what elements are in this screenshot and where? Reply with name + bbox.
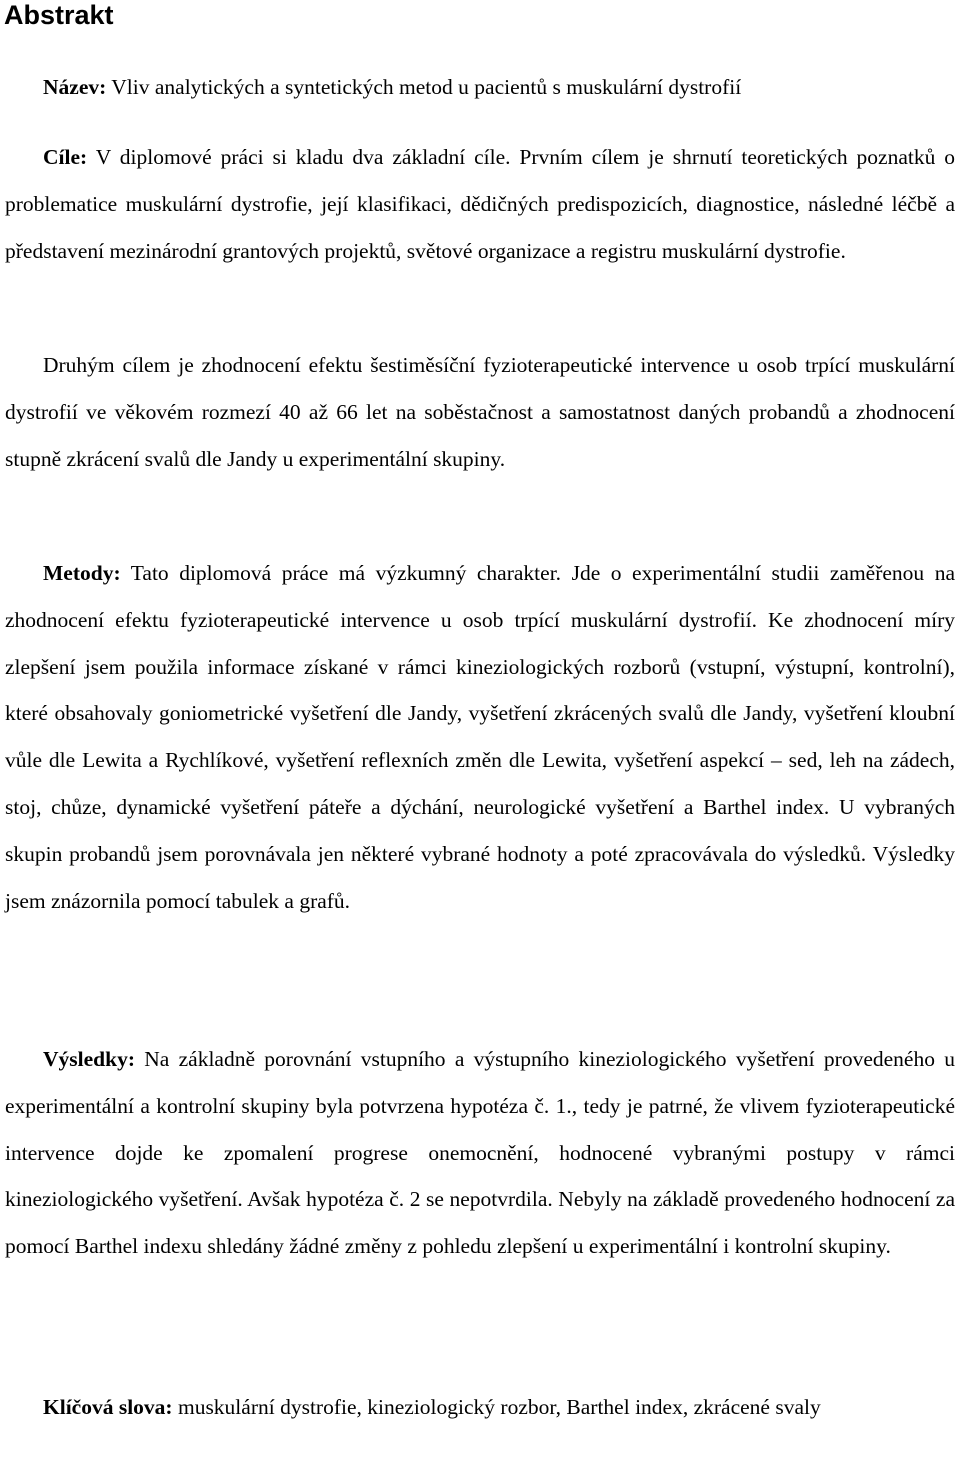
keywords-label: Klíčová slova: bbox=[43, 1395, 173, 1419]
aims-second-paragraph bbox=[5, 342, 955, 482]
title-label: Název: bbox=[43, 75, 107, 99]
keywords-paragraph bbox=[5, 1384, 955, 1431]
aims-paragraph bbox=[5, 134, 955, 274]
aims-label: Cíle: bbox=[43, 145, 88, 169]
methods-paragraph bbox=[5, 550, 955, 924]
keywords-text: muskulární dystrofie, kineziologický rozbor, Barthel index, zkrácené svaly bbox=[172, 1395, 821, 1419]
aims-text: V diplomové práci si kladu dva základní cíle. Prvním cílem je shrnutí teoretických poznatků o problematice muskulární dystrofie, její klasifikaci, dědičných predispozicích, diagnostice, následné léčbě a představení mezinárodní grantových projektů, světové organizace a registru muskulární dystrofie. bbox=[5, 145, 955, 263]
title-paragraph bbox=[5, 64, 955, 111]
results-paragraph bbox=[5, 1036, 955, 1270]
methods-text: Tato diplomová práce má výzkumný charakter. Jde o experimentální studii zaměřenou na zhodnocení efektu fyzioterapeutické intervence u osob trpící muskulární dystrofií. Ke zhodnocení míry zlepšení jsem použila informace získané v rámci kineziologických rozborů (vstupní, výstupní, kontrolní), které obsahovaly goniometrické vyšetření dle Jandy, vyšetření zkrácených svalů dle Jandy, vyšetření kloubní vůle dle Lewita a Rychlíkové, vyšetření reflexních změn dle Lewita, vyšetření aspekcí – sed, leh na zádech, stoj, chůze, dynamické vyšetření páteře a dýchání, neurologické vyšetření a Barthel index. U vybraných skupin probandů jsem porovnávala jen některé vybrané hodnoty a poté zpracovávala do výsledků. Výsledky jsem znázornila pomocí tabulek a grafů. bbox=[5, 561, 955, 913]
title-text: Vliv analytických a syntetických metod u pacientů s muskulární dystrofií bbox=[106, 75, 742, 99]
page-title: Abstrakt bbox=[4, 0, 114, 30]
aims-second-text: Druhým cílem je zhodnocení efektu šestiměsíční fyzioterapeutické intervence u osob trpící muskulární dystrofií ve věkovém rozmezí 40 až 66 let na soběstačnost a samostatnost daných probandů a zhodnocení stupně zkrácení svalů dle Jandy u experimentální skupiny. bbox=[5, 353, 955, 471]
methods-label: Metody: bbox=[43, 561, 121, 585]
results-text: Na základně porovnání vstupního a výstupního kineziologického vyšetření provedeného u experimentální a kontrolní skupiny byla potvrzena hypotéza č. 1., tedy je patrné, že vlivem fyzioterapeutické intervence dojde ke zpomalení progrese onemocnění, hodnocené vybranými postupy v rámci kineziologického vyšetření. Avšak hypotéza č. 2 se nepotvrdila. Nebyly na základě provedeného hodnocení za pomocí Barthel indexu shledány žádné změny z pohledu zlepšení u experimentální i kontrolní skupiny. bbox=[5, 1047, 955, 1259]
results-label: Výsledky: bbox=[43, 1047, 135, 1071]
